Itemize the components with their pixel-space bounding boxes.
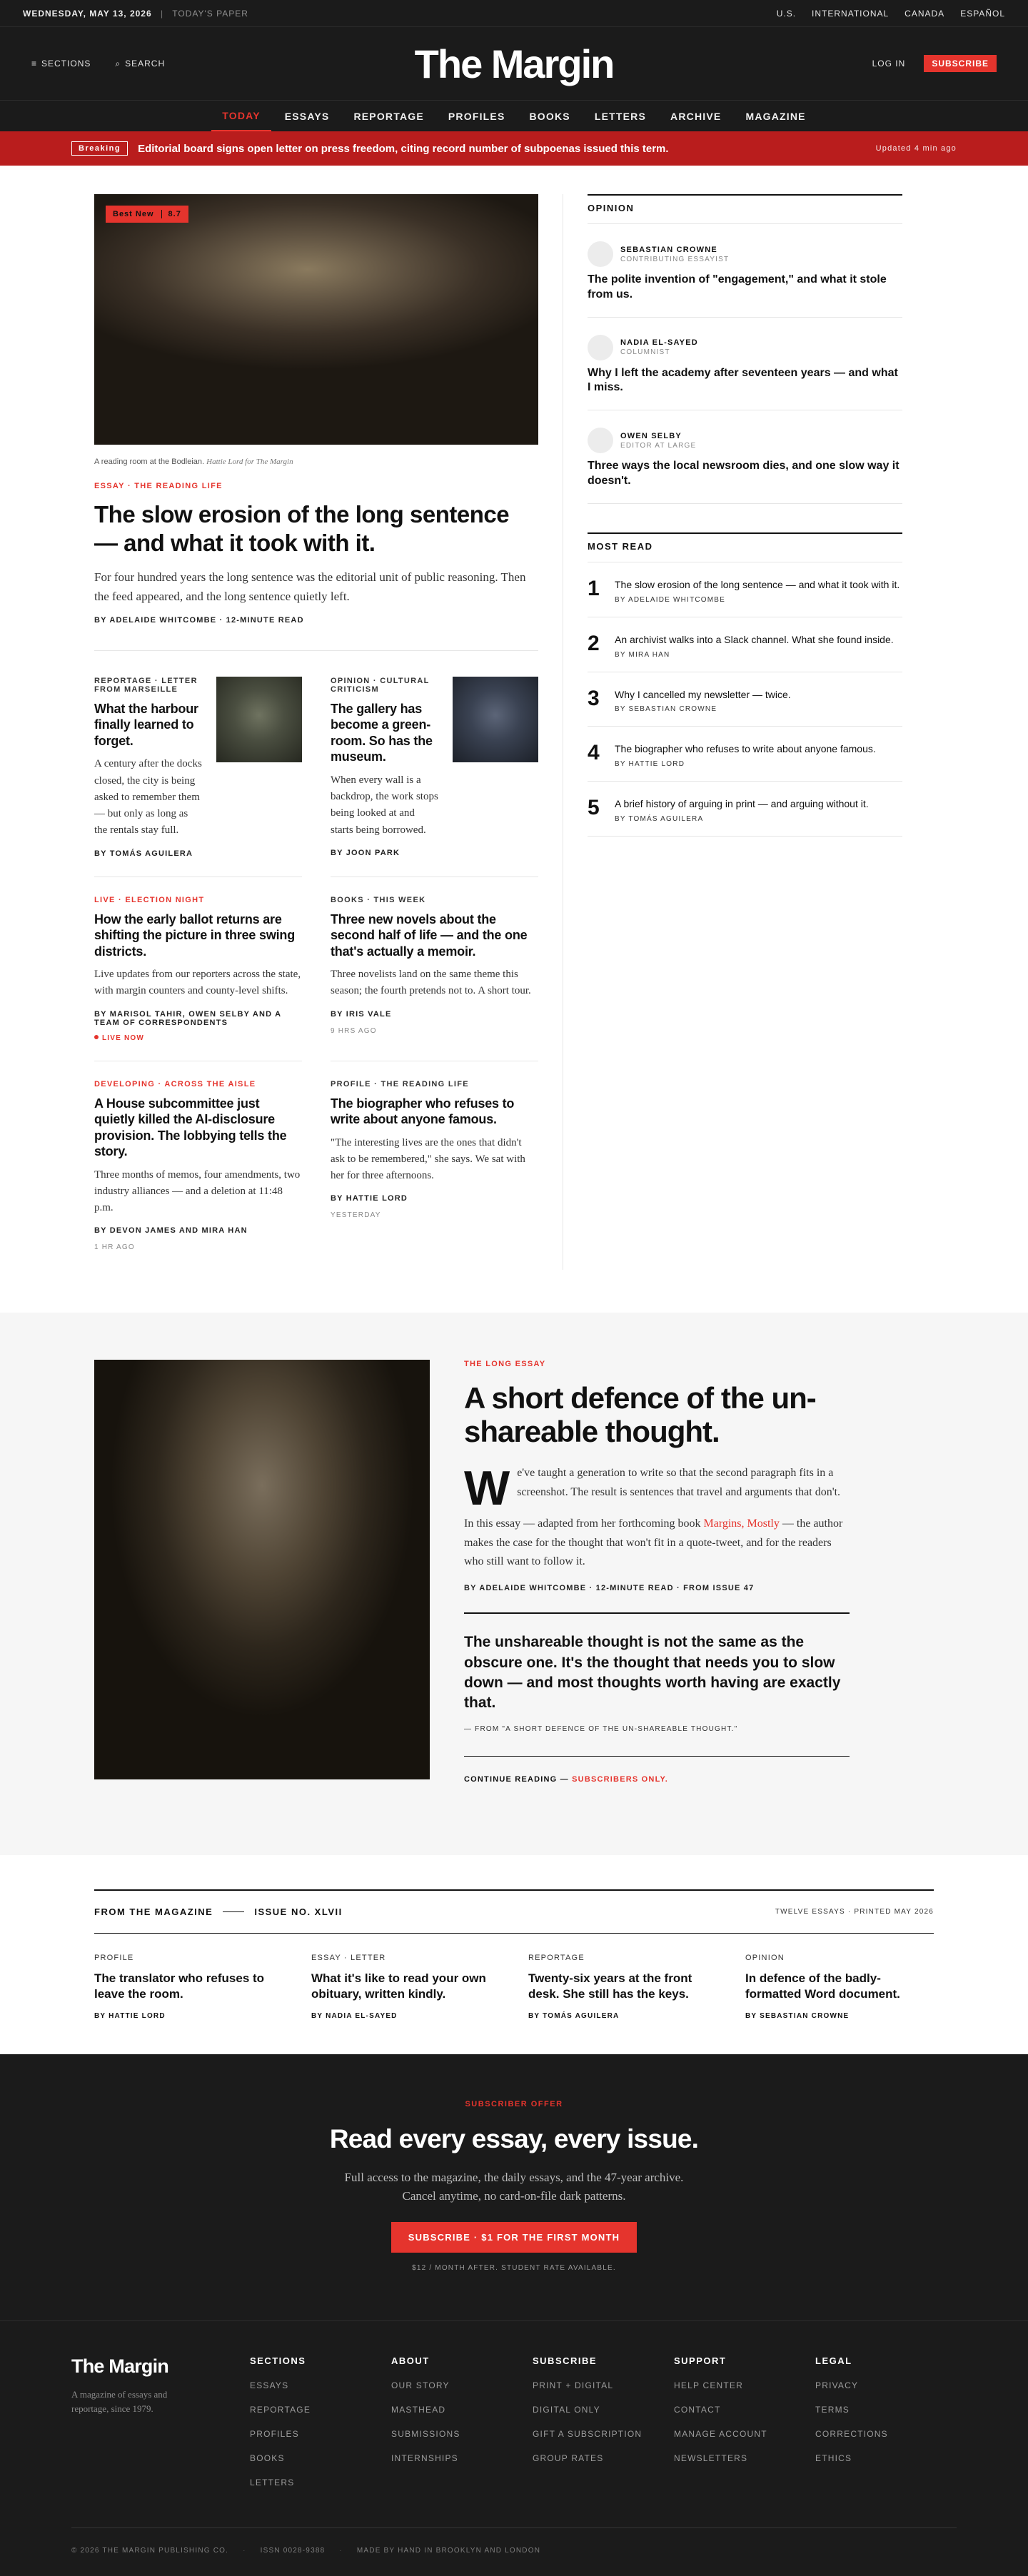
- footer-link-manage-account[interactable]: MANAGE ACCOUNT: [674, 2428, 767, 2439]
- footer-col-legal: [815, 2355, 957, 2487]
- edition-international[interactable]: INTERNATIONAL: [812, 8, 890, 19]
- edition-links: [777, 9, 1005, 19]
- footer-col-heading: SUBSCRIBE: [533, 2355, 598, 2366]
- masthead-left: [31, 59, 165, 69]
- magazine-byline: BY NADIA EL-SAYED: [311, 2011, 398, 2020]
- story-kicker: DEVELOPING · ACROSS THE AISLE: [94, 1079, 256, 1089]
- story-byline: BY JOON PARK: [331, 848, 400, 857]
- most-read-headline[interactable]: An archivist walks into a Slack channel. What she found inside.: [615, 633, 894, 645]
- story-thumbnail[interactable]: [453, 677, 538, 762]
- badge-score: 8.7: [161, 210, 181, 218]
- magazine-headline[interactable]: The translator who refuses to leave the room.: [94, 1971, 265, 2001]
- footer-link-group-rates[interactable]: GROUP RATES: [533, 2453, 604, 2463]
- story-card-text: [331, 677, 440, 858]
- story-timestamp: 9 HRS AGO: [331, 1026, 377, 1035]
- footer-link-essays[interactable]: ESSAYS: [250, 2380, 289, 2390]
- story-headline[interactable]: What the harbour finally learned to forget.: [94, 701, 198, 748]
- magazine-item[interactable]: [745, 1954, 934, 2020]
- nav-archive[interactable]: ARCHIVE: [670, 110, 722, 122]
- most-read-text: [615, 742, 876, 768]
- lead-image[interactable]: [94, 194, 538, 445]
- story-dek: A century after the docks closed, the city is being asked to remember them — but only as long as the rentals stay full.: [94, 758, 202, 837]
- site-logo[interactable]: The Margin: [414, 41, 614, 86]
- login-link[interactable]: LOG IN: [872, 59, 906, 69]
- story-kicker: PROFILE · THE READING LIFE: [331, 1079, 469, 1089]
- breaking-banner[interactable]: [0, 131, 1028, 166]
- magazine-headline[interactable]: In defence of the badly-formatted Word document.: [745, 1971, 900, 2001]
- current-date: WEDNESDAY, MAY 13, 2026: [23, 8, 152, 19]
- author-name[interactable]: SEBASTIAN CROWNE: [620, 245, 717, 254]
- author-role: EDITOR AT LARGE: [620, 441, 697, 450]
- opinion-headline[interactable]: Why I left the academy after seventeen years — and what I miss.: [588, 366, 898, 394]
- footer-link-corrections[interactable]: CORRECTIONS: [815, 2428, 888, 2439]
- footer-col-subscribe: [533, 2355, 674, 2487]
- author-meta: [620, 338, 698, 356]
- sections-label: SECTIONS: [41, 58, 91, 69]
- long-essay-kicker: THE LONG ESSAY: [464, 1360, 546, 1369]
- story-kicker: LIVE · ELECTION NIGHT: [94, 895, 205, 904]
- right-column: [563, 194, 902, 1270]
- most-read-text: [615, 578, 900, 604]
- footer-link-internships[interactable]: INTERNSHIPS: [391, 2453, 458, 2463]
- footer-brand: [71, 2355, 250, 2487]
- most-read-item[interactable]: [588, 562, 902, 617]
- footer-link-books[interactable]: BOOKS: [250, 2453, 285, 2463]
- nav-today[interactable]: TODAY: [211, 101, 271, 131]
- heading-dash: [223, 1911, 244, 1912]
- magazine-item[interactable]: [94, 1954, 283, 2020]
- sections-button[interactable]: [31, 59, 91, 69]
- site-footer: [0, 2320, 1028, 2576]
- story-byline: BY IRIS VALE: [331, 1009, 392, 1019]
- search-button[interactable]: [115, 59, 165, 69]
- story-dek: When every wall is a backdrop, the work stops being looked at and starts being borrowed.: [331, 774, 438, 836]
- most-read-headline[interactable]: A brief history of arguing in print — and arguing without it.: [615, 798, 869, 810]
- edition-us[interactable]: U.S.: [776, 8, 797, 19]
- utility-bar: [0, 0, 1028, 27]
- story-dek: Three novelists land on the same theme this season; the fourth pretends not to. A short tour.: [331, 969, 531, 997]
- footer-link-our-story[interactable]: OUR STORY: [391, 2380, 450, 2390]
- masthead: [0, 27, 1028, 100]
- story-card-election[interactable]: [94, 896, 302, 1061]
- best-new-badge: [106, 206, 188, 223]
- breaking-headline[interactable]: Editorial board signs open letter on press freedom, citing record number of subpoenas issued this term.: [138, 142, 669, 155]
- magazine-grid: [94, 1934, 934, 2020]
- story-kicker: REPORTAGE · LETTER FROM MARSEILLE: [94, 676, 198, 694]
- most-read-item[interactable]: [588, 617, 902, 672]
- story-card-harbour[interactable]: [94, 677, 302, 877]
- opinion-headline[interactable]: Three ways the local newsroom dies, and one slow way it doesn't.: [588, 460, 900, 487]
- magazine-heading-group: [94, 1906, 343, 1917]
- footer-separator: ·: [243, 2546, 246, 2555]
- primary-nav: [0, 100, 1028, 131]
- most-read-item[interactable]: [588, 727, 902, 782]
- nav-essays[interactable]: ESSAYS: [284, 110, 330, 122]
- rank-number: 1: [588, 576, 600, 600]
- author-name[interactable]: NADIA EL-SAYED: [620, 338, 698, 348]
- live-label: LIVE NOW: [102, 1034, 145, 1042]
- most-read-text: [615, 688, 791, 714]
- story-card-subcommittee[interactable]: [94, 1080, 302, 1271]
- caption-text: A reading room at the Bodleian.: [94, 458, 205, 466]
- magazine-headline[interactable]: Twenty-six years at the front desk. She still has the keys.: [528, 1971, 692, 2001]
- lead-headline[interactable]: The slow erosion of the long sentence — and what it took with it.: [94, 501, 510, 556]
- edition-canada[interactable]: CANADA: [904, 8, 945, 19]
- author-meta: [620, 246, 729, 263]
- story-card-novels[interactable]: [331, 896, 538, 1061]
- long-essay-intro: [464, 1461, 850, 1516]
- lead-kicker[interactable]: ESSAY · THE READING LIFE: [94, 482, 223, 490]
- story-headline[interactable]: A House subcommittee just quietly killed the AI-disclosure provision. The lobbying tells the story.: [94, 1096, 287, 1159]
- most-read-byline: BY TOMÁS AGUILERA: [615, 815, 704, 824]
- rank-number: 2: [588, 631, 600, 655]
- subscribe-button[interactable]: SUBSCRIBE: [924, 55, 997, 72]
- nav-books[interactable]: BOOKS: [529, 110, 570, 122]
- masthead-right: [872, 55, 997, 72]
- footer-bottom: [71, 2527, 957, 2555]
- story-headline[interactable]: The gallery has become a green-room. So has the museum.: [331, 701, 433, 764]
- long-essay-section: [0, 1313, 1028, 1854]
- pull-quote-text: The unshareable thought is not the same as the obscure one. It's the thought that needs you to slow down — and most thoughts worth having are exactly that.: [464, 1634, 841, 1712]
- story-grid: [94, 677, 538, 1271]
- story-card-gallery[interactable]: [331, 677, 538, 877]
- story-kicker: OPINION · CULTURAL CRITICISM: [331, 676, 430, 694]
- magazine-headline[interactable]: What it's like to read your own obituary, written kindly.: [311, 1971, 486, 2001]
- opinion-author: [588, 241, 902, 267]
- subscribe-body: Full access to the magazine, the daily essays, and the 47-year archive. Cancel anytime, no card-on-file dark patterns.: [344, 2170, 684, 2203]
- opinion-author: [588, 428, 902, 453]
- magazine-meta: TWELVE ESSAYS · PRINTED MAY 2026: [775, 1907, 934, 1916]
- footer-link-masthead[interactable]: MASTHEAD: [391, 2404, 446, 2415]
- story-timestamp: YESTERDAY: [331, 1211, 381, 1220]
- story-card-text: [94, 677, 203, 858]
- badge-label: Best New: [113, 210, 154, 218]
- footer-col-support: [674, 2355, 815, 2487]
- footer-link-letters[interactable]: LETTERS: [250, 2477, 295, 2487]
- long-essay-byline: BY ADELAIDE WHITCOMBE · 12-MINUTE READ · FROM ISSUE 47: [464, 1584, 755, 1593]
- subscribe-headline: Read every essay, every issue.: [329, 2123, 699, 2153]
- copyright: © 2026 THE MARGIN PUBLISHING CO.: [71, 2546, 229, 2555]
- lead-byline: BY ADELAIDE WHITCOMBE · 12-MINUTE READ: [94, 615, 304, 625]
- magazine-kicker: ESSAY · LETTER: [311, 1953, 386, 1962]
- footer-link-terms[interactable]: TERMS: [815, 2404, 850, 2415]
- author-name[interactable]: OWEN SELBY: [620, 431, 682, 440]
- avatar: [588, 241, 613, 267]
- story-dek: Three months of memos, four amendments, two industry alliances — and a deletion at 11:48 p.m.: [94, 1168, 301, 1214]
- footer-link-print-digital[interactable]: PRINT + DIGITAL: [533, 2380, 614, 2390]
- most-read-headline[interactable]: Why I cancelled my newsletter — twice.: [615, 688, 791, 700]
- paragraph-text-before: In this essay — adapted from her forthcoming book: [464, 1517, 704, 1530]
- avatar: [588, 428, 613, 453]
- menu-icon: ≡: [31, 58, 38, 69]
- paragraph-text-after: — the author makes the case for the thought that won't fit in a quote-tweet, and for the readers who still want to follow it.: [464, 1517, 843, 1567]
- left-column: [94, 194, 538, 1270]
- magazine-kicker: PROFILE: [94, 1953, 134, 1962]
- search-icon: ⌕: [115, 58, 121, 69]
- story-headline[interactable]: Three new novels about the second half of life — and the one that's actually a memoir.: [331, 911, 528, 959]
- opinion-item[interactable]: [588, 318, 902, 411]
- edition-espanol[interactable]: ESPAÑOL: [960, 8, 1005, 19]
- story-card-biographer[interactable]: [331, 1080, 538, 1271]
- magazine-item[interactable]: [311, 1954, 500, 2020]
- footer-top: [71, 2355, 957, 2487]
- nav-magazine[interactable]: MAGAZINE: [745, 110, 806, 122]
- story-headline[interactable]: The biographer who refuses to write about anyone famous.: [331, 1096, 515, 1127]
- book-link[interactable]: Margins, Mostly: [703, 1517, 780, 1530]
- magazine-kicker: OPINION: [745, 1953, 785, 1962]
- subscribe-eyebrow: SUBSCRIBER OFFER: [465, 2099, 563, 2108]
- magazine-header: [94, 1889, 934, 1934]
- footer-link-gift[interactable]: GIFT A SUBSCRIPTION: [533, 2428, 642, 2439]
- most-read-byline: BY MIRA HAN: [615, 650, 670, 659]
- todays-paper-link[interactable]: TODAY'S PAPER: [172, 8, 248, 19]
- author-meta: [620, 432, 696, 450]
- magazine-section: [0, 1855, 1028, 2054]
- nav-profiles[interactable]: PROFILES: [448, 110, 505, 122]
- magazine-byline: BY SEBASTIAN CROWNE: [745, 2011, 850, 2020]
- magazine-byline: BY TOMÁS AGUILERA: [528, 2011, 620, 2020]
- intro-text: e've taught a generation to write so that the second paragraph fits in a screenshot. The result is sentences that travel and arguments that don't.: [517, 1467, 841, 1498]
- story-thumbnail[interactable]: [216, 677, 302, 762]
- footer-col-about: [391, 2355, 533, 2487]
- most-read-headline[interactable]: The slow erosion of the long sentence — and what it took with it.: [615, 578, 900, 590]
- opinion-item[interactable]: [588, 410, 902, 504]
- rank-number: 5: [588, 796, 600, 820]
- footer-link-reportage[interactable]: REPORTAGE: [250, 2404, 311, 2415]
- opinion-item[interactable]: [588, 224, 902, 318]
- made-by: MADE BY HAND IN BROOKLYN AND LONDON: [356, 2546, 541, 2555]
- avatar: [588, 335, 613, 360]
- footer-link-help-center[interactable]: HELP CENTER: [674, 2380, 744, 2390]
- continue-label: CONTINUE READING —: [464, 1774, 573, 1784]
- author-role: CONTRIBUTING ESSAYIST: [620, 255, 730, 263]
- caption-credit: Hattie Lord for The Margin: [206, 458, 293, 466]
- issue-number[interactable]: ISSUE NO. XLVII: [254, 1906, 343, 1917]
- rank-number: 4: [588, 741, 600, 765]
- drop-cap: W: [464, 1461, 510, 1516]
- story-byline: BY HATTIE LORD: [331, 1194, 408, 1203]
- magazine-item[interactable]: [528, 1954, 717, 2020]
- footer-col-heading: SUPPORT: [674, 2355, 727, 2366]
- rank-number: 3: [588, 686, 600, 710]
- nav-reportage[interactable]: REPORTAGE: [353, 110, 424, 122]
- author-role: COLUMNIST: [620, 348, 670, 357]
- most-read-text: [615, 797, 869, 823]
- most-read-headline[interactable]: The biographer who refuses to write about anyone famous.: [615, 743, 876, 755]
- live-indicator: [94, 1034, 302, 1042]
- pull-quote: [464, 1612, 850, 1756]
- long-essay-body: [464, 1360, 850, 1783]
- lead-caption: [94, 458, 538, 466]
- continue-reading: [464, 1775, 850, 1784]
- live-dot-icon: [94, 1035, 99, 1039]
- breaking-updated: Updated 4 min ago: [875, 144, 957, 153]
- footer-col-sections: [250, 2355, 391, 2487]
- footer-link-submissions[interactable]: SUBMISSIONS: [391, 2428, 460, 2439]
- nav-letters[interactable]: LETTERS: [594, 110, 647, 122]
- footer-link-profiles[interactable]: PROFILES: [250, 2428, 299, 2439]
- story-headline[interactable]: How the early ballot returns are shifting the picture in three swing districts.: [94, 911, 296, 959]
- story-dek: "The interesting lives are the ones that didn't ask to be remembered," she says. We sat with her for three afternoons.: [331, 1136, 525, 1182]
- footer-col-heading: ABOUT: [391, 2355, 430, 2366]
- footer-columns: [250, 2355, 957, 2487]
- subscribers-only-link[interactable]: SUBSCRIBERS ONLY.: [572, 1774, 669, 1784]
- divider: [94, 650, 538, 651]
- search-label: SEARCH: [125, 58, 166, 69]
- footer-col-heading: LEGAL: [815, 2355, 852, 2366]
- opinion-author: [588, 335, 902, 360]
- footer-link-privacy[interactable]: PRIVACY: [815, 2380, 859, 2390]
- story-byline: BY DEVON JAMES AND MIRA HAN: [94, 1226, 248, 1236]
- most-read-byline: BY HATTIE LORD: [615, 760, 685, 769]
- story-kicker: BOOKS · THIS WEEK: [331, 895, 426, 904]
- issn: ISSN 0028-9388: [260, 2546, 326, 2555]
- footer-separator: ·: [339, 2546, 343, 2555]
- story-byline: BY MARISOL TAHIR, OWEN SELBY AND A TEAM OF CORRESPONDENTS: [94, 1009, 281, 1027]
- footer-link-contact[interactable]: CONTACT: [674, 2404, 721, 2415]
- footer-link-digital-only[interactable]: DIGITAL ONLY: [533, 2404, 600, 2415]
- most-read-heading: MOST READ: [588, 532, 902, 562]
- magazine-heading: FROM THE MAGAZINE: [94, 1906, 213, 1917]
- breaking-tag: Breaking: [71, 141, 128, 156]
- story-byline: BY TOMÁS AGUILERA: [94, 849, 193, 858]
- footer-tagline: A magazine of essays and reportage, since 1979.: [71, 2388, 168, 2414]
- utility-separator: |: [160, 8, 164, 19]
- footer-link-newsletters[interactable]: NEWSLETTERS: [674, 2453, 748, 2463]
- subscribe-fine-print: $12 / MONTH AFTER. STUDENT RATE AVAILABLE.: [412, 2263, 616, 2272]
- main-content: [0, 166, 1028, 1313]
- lead-dek: For four hundred years the long sentence was the editorial unit of public reasoning. Then the feed appeared, and the long sentence quietly left.: [94, 570, 526, 603]
- story-timestamp: 1 HR AGO: [94, 1243, 135, 1252]
- most-read-byline: BY SEBASTIAN CROWNE: [615, 705, 717, 714]
- long-essay-image[interactable]: [94, 1360, 430, 1779]
- long-essay-headline[interactable]: A short defence of the un-shareable thought.: [464, 1381, 816, 1449]
- most-read-byline: BY ADELAIDE WHITCOMBE: [615, 595, 726, 604]
- most-read-item[interactable]: [588, 782, 902, 837]
- magazine-kicker: REPORTAGE: [528, 1953, 585, 1962]
- subscribe-cta-button[interactable]: SUBSCRIBE · $1 FOR THE FIRST MONTH: [391, 2222, 637, 2253]
- long-essay-paragraph: [464, 1515, 850, 1571]
- subscribe-section: [0, 2054, 1028, 2320]
- utility-left: [23, 9, 248, 19]
- most-read-item[interactable]: [588, 672, 902, 727]
- opinion-headline[interactable]: The polite invention of "engagement," and what it stole from us.: [588, 273, 887, 300]
- story-dek: Live updates from our reporters across the state, with margin counters and county-level shifts.: [94, 969, 301, 997]
- pull-quote-source: — FROM "A SHORT DEFENCE OF THE UN-SHAREABLE THOUGHT.": [464, 1724, 738, 1733]
- footer-link-ethics[interactable]: ETHICS: [815, 2453, 852, 2463]
- footer-col-heading: SECTIONS: [250, 2355, 306, 2366]
- most-read: [588, 532, 902, 837]
- most-read-text: [615, 633, 894, 659]
- footer-logo[interactable]: The Margin: [71, 2355, 169, 2377]
- magazine-byline: BY HATTIE LORD: [94, 2011, 166, 2020]
- opinion-heading: OPINION: [588, 194, 902, 224]
